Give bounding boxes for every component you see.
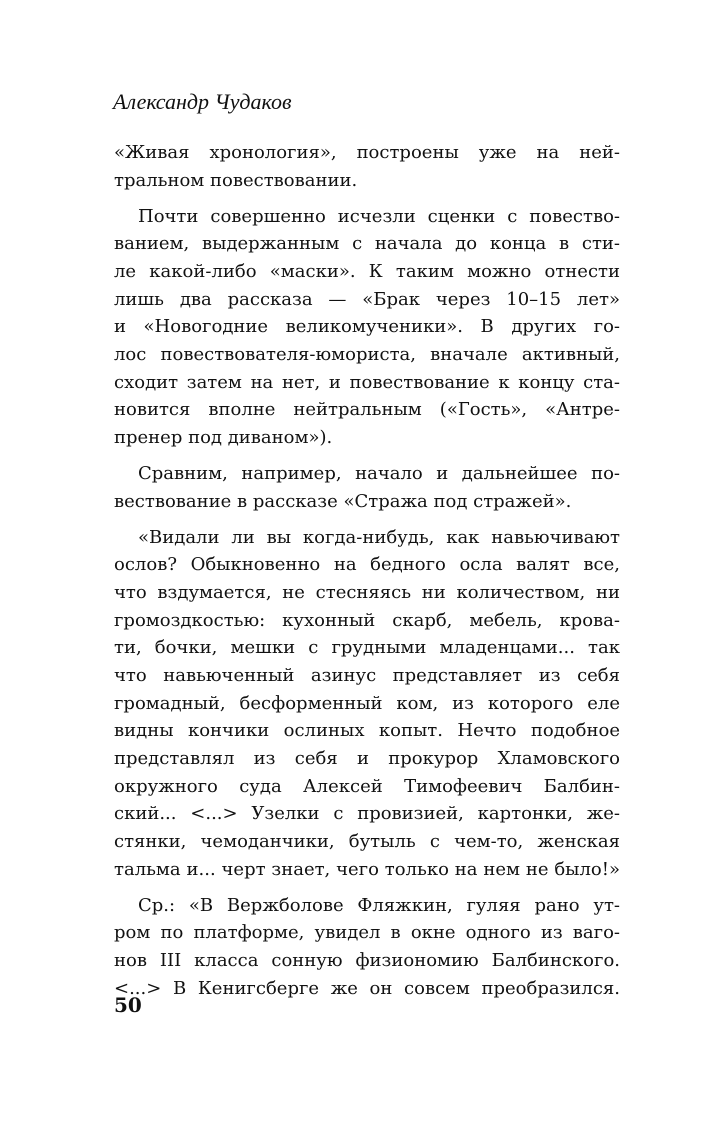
paragraph-1 — [114, 139, 620, 194]
text-line: окружного суда Алексей Тимофеевич Балбин- — [114, 775, 620, 797]
text-line: ский... <...> Узелки с провизией, картонки, же- — [114, 803, 620, 825]
page-number: 50 — [114, 993, 142, 1017]
paragraph-3 — [114, 460, 620, 515]
text-line: Ср.: «В Вержболове Фляжкин, гуляя рано ут- — [138, 894, 620, 916]
text-line: громадный, бесформенный ком, из которого еле — [114, 692, 620, 714]
paragraph-2 — [114, 203, 620, 452]
text-line: лос повествователя-юмориста, вначале активный, — [114, 343, 620, 365]
text-line: что навьюченный азинус представляет из себя — [114, 665, 620, 687]
text-line: вествование в рассказе «Стража под стражей». — [114, 490, 572, 512]
text-line: тальма и... черт знает, чего только на нем не было!» — [114, 858, 620, 880]
text-line: ром по платформе, увидел в окне одного из ваго- — [114, 922, 620, 944]
text-line: сходит затем на нет, и повествование к концу ста- — [114, 371, 620, 393]
text-line: что вздумается, не стесняясь ни количеством, ни — [114, 582, 620, 604]
text-line: тральном повествовании. — [114, 169, 358, 191]
text-line: Почти совершенно исчезли сценки с повество- — [138, 205, 620, 227]
comparison-paragraph — [114, 892, 620, 1003]
text-line: ле какой-либо «маски». К таким можно отнести — [114, 261, 620, 283]
text-line: «Живая хронология», построены уже на ней- — [114, 142, 620, 163]
text-line: ванием, выдержанным с начала до конца в сти- — [114, 233, 620, 255]
quotation-paragraph — [114, 524, 620, 883]
text-line: представлял из себя и прокурор Хламовского — [114, 747, 620, 769]
text-line: «Видали ли вы когда-нибудь, как навьючивают — [138, 526, 620, 548]
text-line: лишь два рассказа — «Брак через 10–15 лет» — [114, 288, 620, 310]
text-line: ти, бочки, мешки с грудными младенцами... так — [114, 637, 620, 659]
text-line: стянки, чемоданчики, бутыль с чем-то, женская — [114, 830, 620, 852]
text-line: <...> В Кенигсберге же он совсем преобразился. — [114, 977, 620, 999]
text-line: нов III класса сонную физиономию Балбинского. — [114, 949, 620, 971]
text-line: видны кончики ослиных копыт. Нечто подобное — [114, 720, 620, 742]
text-line: и «Новогодние великомученики». В других го- — [114, 316, 620, 338]
text-line: пренер под диваном»). — [114, 426, 333, 448]
text-line: ослов? Обыкновенно на бедного осла валят все, — [114, 554, 620, 576]
text-line: Сравним, например, начало и дальнейшее по- — [138, 463, 620, 485]
text-line: громоздкостью: кухонный скарб, мебель, крова- — [114, 609, 620, 631]
body-text — [114, 139, 620, 1002]
running-head: Александр Чудаков — [113, 89, 292, 114]
text-line: новится вполне нейтральным («Гость», «Антре- — [114, 399, 620, 421]
